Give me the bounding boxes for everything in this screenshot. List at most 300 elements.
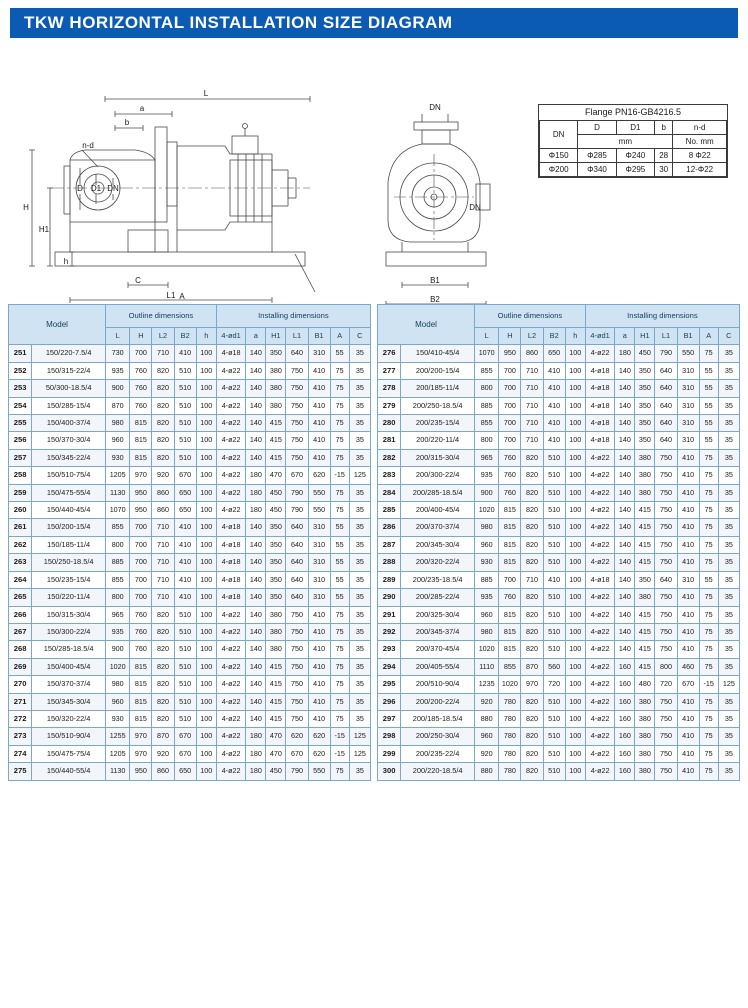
dimension-cell: 820 — [152, 362, 174, 379]
dimension-cell: 35 — [349, 641, 370, 658]
dimension-cell: 815 — [130, 676, 152, 693]
dimension-cell: 920 — [475, 693, 499, 710]
model-name: 150/345-22/4 — [32, 449, 106, 466]
dimension-cell: 310 — [308, 589, 330, 606]
dimension-cell: 35 — [349, 519, 370, 536]
dimension-cell: 35 — [718, 658, 739, 675]
dimension-cell: 410 — [677, 484, 699, 501]
dimension-cell: 410 — [677, 710, 699, 727]
table-row — [9, 623, 371, 640]
th-installing: Installing dimensions — [585, 305, 739, 328]
dimension-cell: 100 — [196, 467, 216, 484]
dimension-cell: 750 — [286, 676, 308, 693]
dimension-cell: 160 — [615, 658, 635, 675]
dimension-cell: 820 — [521, 484, 543, 501]
dimension-cell: 410 — [677, 693, 699, 710]
dimension-cell: 750 — [286, 693, 308, 710]
dimension-cell: 815 — [499, 554, 521, 571]
dimension-cell: 350 — [635, 380, 655, 397]
dimension-cell: 1255 — [106, 728, 130, 745]
dimension-cell: 970 — [130, 467, 152, 484]
dimension-cell: 4-ø22 — [216, 362, 246, 379]
dimension-tables — [8, 304, 740, 781]
dimension-cell: 670 — [286, 467, 308, 484]
dimension-cell: 855 — [475, 362, 499, 379]
model-name: 200/185-18.5/4 — [401, 710, 475, 727]
dimension-cell: 750 — [286, 606, 308, 623]
table-row — [9, 589, 371, 606]
dimension-cell: 4-ø22 — [585, 554, 615, 571]
dimension-cell: 920 — [152, 745, 174, 762]
dimension-cell: 100 — [565, 641, 585, 658]
dimension-cell: 35 — [718, 710, 739, 727]
dimension-cell: 35 — [718, 432, 739, 449]
svg-text:H1: H1 — [38, 225, 50, 234]
model-name: 150/235-15/4 — [32, 571, 106, 588]
flange-row — [540, 149, 727, 163]
dimension-cell: 710 — [152, 571, 174, 588]
svg-text:b: b — [124, 118, 130, 127]
dimension-cell: 4-ø22 — [585, 467, 615, 484]
dimension-cell: 310 — [677, 397, 699, 414]
dimension-cell: 380 — [266, 641, 286, 658]
dimension-cell: 410 — [677, 589, 699, 606]
flange-cell: Φ200 — [540, 163, 578, 177]
dimension-cell: 410 — [308, 380, 330, 397]
dimension-cell: 510 — [543, 693, 565, 710]
dimension-cell: 760 — [130, 641, 152, 658]
dimension-cell: 35 — [349, 623, 370, 640]
table-row — [9, 641, 371, 658]
model-name: 150/285-18.5/4 — [32, 641, 106, 658]
dimension-cell: 4-ø22 — [585, 641, 615, 658]
dimension-cell: 820 — [152, 449, 174, 466]
table-row — [9, 380, 371, 397]
dimension-cell: 960 — [475, 728, 499, 745]
dimension-cell: 100 — [565, 623, 585, 640]
dimension-cell: 4-ø22 — [585, 728, 615, 745]
dimension-cell: 815 — [130, 658, 152, 675]
dimension-cell: 820 — [152, 693, 174, 710]
dimension-cell: 820 — [521, 728, 543, 745]
dimension-cell: 180 — [246, 763, 266, 780]
row-index: 266 — [9, 606, 32, 623]
dimension-cell: 4-ø22 — [216, 432, 246, 449]
dimension-cell: 510 — [543, 763, 565, 780]
dimension-cell: 790 — [286, 484, 308, 501]
dimension-cell: 140 — [615, 554, 635, 571]
dimension-cell: 75 — [699, 745, 718, 762]
dimension-cell: 100 — [196, 676, 216, 693]
dimension-cell: 670 — [286, 745, 308, 762]
dimension-cell: 650 — [174, 763, 196, 780]
dimension-cell: 4-ø22 — [216, 763, 246, 780]
dimension-cell: 920 — [475, 745, 499, 762]
dimension-cell: 640 — [655, 432, 677, 449]
dimension-cell: 510 — [543, 728, 565, 745]
dimension-cell: 470 — [266, 728, 286, 745]
dimension-cell: 55 — [699, 415, 718, 432]
model-name: 200/220-11/4 — [401, 432, 475, 449]
dimension-cell: 4-ø22 — [585, 449, 615, 466]
dimension-cell: 410 — [677, 606, 699, 623]
dimension-cell: 75 — [699, 502, 718, 519]
dimension-cell: 815 — [499, 502, 521, 519]
dimension-cell: 410 — [677, 449, 699, 466]
row-index: 297 — [378, 710, 401, 727]
dimension-cell: 710 — [152, 554, 174, 571]
dimension-cell: 35 — [718, 554, 739, 571]
dimension-cell: 800 — [106, 536, 130, 553]
dimension-cell: 125 — [349, 467, 370, 484]
dimension-cell: 140 — [246, 345, 266, 362]
dimension-cell: 750 — [286, 397, 308, 414]
dimension-cell: 750 — [286, 623, 308, 640]
dimension-cell: 820 — [521, 554, 543, 571]
model-name: 150/400-37/4 — [32, 415, 106, 432]
dimension-cell: 960 — [106, 693, 130, 710]
table-row — [378, 728, 740, 745]
dimension-cell: 100 — [196, 589, 216, 606]
row-index: 299 — [378, 745, 401, 762]
dimension-cell: 510 — [543, 449, 565, 466]
dimension-cell: 4-ø18 — [216, 571, 246, 588]
dimension-cell: 970 — [521, 676, 543, 693]
dimension-cell: 140 — [615, 467, 635, 484]
dimension-cell: 380 — [635, 728, 655, 745]
dimension-cell: 75 — [699, 641, 718, 658]
model-name: 200/235-22/4 — [401, 745, 475, 762]
dimension-cell: 410 — [174, 589, 196, 606]
dimension-cell: 415 — [266, 432, 286, 449]
dimension-cell: 140 — [615, 571, 635, 588]
table-body-left — [9, 345, 371, 780]
dimension-cell: 75 — [330, 606, 349, 623]
dimension-cell: 1110 — [475, 658, 499, 675]
row-index: 274 — [9, 745, 32, 762]
dimension-cell: 620 — [308, 745, 330, 762]
dimension-cell: 790 — [655, 345, 677, 362]
dimension-cell: 750 — [286, 432, 308, 449]
dimension-cell: 100 — [196, 641, 216, 658]
row-index: 251 — [9, 345, 32, 362]
dimension-cell: 750 — [655, 728, 677, 745]
svg-text:D1: D1 — [90, 184, 102, 193]
model-name: 200/285-18.5/4 — [401, 484, 475, 501]
dimension-cell: 410 — [677, 745, 699, 762]
dimension-cell: 410 — [677, 623, 699, 640]
dimension-cell: 815 — [499, 623, 521, 640]
dimension-cell: 900 — [106, 380, 130, 397]
table-row — [9, 484, 371, 501]
dimension-cell: 140 — [615, 641, 635, 658]
row-index: 283 — [378, 467, 401, 484]
dimension-cell: 350 — [266, 519, 286, 536]
svg-text:L1: L1 — [166, 291, 176, 300]
dimension-cell: -15 — [699, 676, 718, 693]
dimension-cell: 410 — [677, 763, 699, 780]
flange-cell: Φ340 — [578, 163, 616, 177]
dimension-cell: 4-ø22 — [585, 693, 615, 710]
dimension-cell: 4-ø22 — [216, 676, 246, 693]
dimension-cell: 510 — [543, 745, 565, 762]
dimension-cell: 510 — [174, 710, 196, 727]
dimension-cell: 620 — [308, 467, 330, 484]
dimension-cell: 140 — [615, 606, 635, 623]
dimension-cell: 4-ø18 — [216, 345, 246, 362]
table-row — [378, 362, 740, 379]
dimension-cell: 160 — [615, 745, 635, 762]
dimension-cell: 410 — [308, 658, 330, 675]
flange-col-dn: DN — [540, 121, 578, 149]
dimension-cell: 380 — [635, 745, 655, 762]
dimension-cell: 100 — [565, 502, 585, 519]
dimension-table-right — [377, 304, 740, 781]
row-index: 275 — [9, 763, 32, 780]
model-name: 150/285-15/4 — [32, 397, 106, 414]
model-name: 200/370-45/4 — [401, 641, 475, 658]
dimension-cell: 35 — [718, 502, 739, 519]
svg-text:a: a — [139, 104, 145, 113]
svg-text:L: L — [203, 89, 209, 98]
dimension-cell: 640 — [286, 589, 308, 606]
dimension-cell: 410 — [308, 362, 330, 379]
dimension-cell: 55 — [699, 380, 718, 397]
dimension-cell: 140 — [246, 449, 266, 466]
dimension-cell: 880 — [475, 710, 499, 727]
th-col-H1: H1 — [266, 328, 286, 345]
dimension-cell: 820 — [521, 641, 543, 658]
dimension-cell: 415 — [635, 606, 655, 623]
table-row — [378, 641, 740, 658]
dimension-cell: 100 — [196, 432, 216, 449]
dimension-cell: 140 — [246, 710, 266, 727]
dimension-cell: 410 — [308, 397, 330, 414]
dimension-cell: 1205 — [106, 467, 130, 484]
dimension-cell: 75 — [330, 676, 349, 693]
svg-text:C: C — [135, 276, 141, 285]
dimension-cell: 160 — [615, 763, 635, 780]
dimension-cell: 700 — [130, 519, 152, 536]
dimension-cell: 180 — [246, 484, 266, 501]
dimension-cell: 510 — [174, 606, 196, 623]
dimension-cell: 415 — [635, 658, 655, 675]
dimension-cell: 100 — [196, 362, 216, 379]
dimension-cell: 100 — [196, 745, 216, 762]
table-row — [9, 397, 371, 414]
dimension-cell: 815 — [130, 432, 152, 449]
model-name: 150/315-30/4 — [32, 606, 106, 623]
dimension-cell: 815 — [499, 519, 521, 536]
dimension-cell: 710 — [521, 380, 543, 397]
th-col-d1: 4-ød1 — [585, 328, 615, 345]
dimension-cell: 100 — [565, 484, 585, 501]
th-col-h: h — [196, 328, 216, 345]
dimension-cell: 415 — [635, 623, 655, 640]
row-index: 277 — [378, 362, 401, 379]
th-col-L2: L2 — [521, 328, 543, 345]
dimension-cell: 100 — [196, 658, 216, 675]
dimension-cell: 640 — [286, 345, 308, 362]
row-index: 289 — [378, 571, 401, 588]
dimension-cell: 380 — [266, 380, 286, 397]
dimension-cell: 4-ø22 — [216, 606, 246, 623]
dimension-cell: 4-ø22 — [585, 606, 615, 623]
dimension-cell: 750 — [655, 710, 677, 727]
dimension-cell: 650 — [174, 502, 196, 519]
dimension-cell: 140 — [246, 693, 266, 710]
dimension-cell: 100 — [196, 763, 216, 780]
dimension-cell: 470 — [266, 467, 286, 484]
row-index: 291 — [378, 606, 401, 623]
dimension-cell: 510 — [174, 362, 196, 379]
table-body-right — [378, 345, 740, 780]
dimension-cell: 410 — [308, 415, 330, 432]
dimension-cell: 450 — [266, 502, 286, 519]
dimension-cell: 140 — [246, 676, 266, 693]
dimension-cell: 100 — [565, 606, 585, 623]
dimension-cell: 100 — [565, 745, 585, 762]
dimension-cell: 410 — [543, 432, 565, 449]
dimension-cell: 700 — [499, 397, 521, 414]
dimension-cell: 760 — [130, 380, 152, 397]
dimension-cell: 4-ø22 — [216, 710, 246, 727]
dimension-cell: 75 — [699, 589, 718, 606]
dimension-cell: 880 — [475, 763, 499, 780]
model-name: 200/370-37/4 — [401, 519, 475, 536]
dimension-cell: 510 — [174, 693, 196, 710]
dimension-cell: 510 — [543, 467, 565, 484]
dimension-cell: 410 — [174, 554, 196, 571]
dimension-cell: 815 — [130, 415, 152, 432]
dimension-cell: 640 — [286, 554, 308, 571]
dimension-cell: 75 — [699, 710, 718, 727]
dimension-cell: 100 — [196, 571, 216, 588]
flange-col-d1: D1 — [616, 121, 654, 135]
dimension-cell: 710 — [521, 432, 543, 449]
dimension-cell: 415 — [266, 658, 286, 675]
table-row — [378, 623, 740, 640]
row-index: 268 — [9, 641, 32, 658]
dimension-cell: 4-ø22 — [585, 763, 615, 780]
dimension-cell: 410 — [543, 397, 565, 414]
dimension-cell: 75 — [699, 345, 718, 362]
dimension-cell: 950 — [499, 345, 521, 362]
dimension-cell: 100 — [196, 345, 216, 362]
dimension-cell: 820 — [521, 589, 543, 606]
dimension-cell: 140 — [615, 484, 635, 501]
dimension-cell: 140 — [246, 554, 266, 571]
dimension-cell: 820 — [521, 763, 543, 780]
dimension-cell: 4-ø18 — [585, 397, 615, 414]
dimension-cell: 935 — [475, 589, 499, 606]
model-name: 200/345-30/4 — [401, 536, 475, 553]
dimension-cell: 820 — [152, 658, 174, 675]
dimension-cell: 410 — [174, 519, 196, 536]
dimension-cell: 75 — [699, 484, 718, 501]
dimension-cell: 140 — [246, 571, 266, 588]
dimension-cell: 650 — [174, 484, 196, 501]
dimension-cell: 140 — [246, 432, 266, 449]
dimension-cell: 820 — [152, 710, 174, 727]
dimension-cell: 310 — [308, 345, 330, 362]
table-row — [9, 536, 371, 553]
dimension-cell: 310 — [677, 432, 699, 449]
row-index: 261 — [9, 519, 32, 536]
dimension-cell: 820 — [521, 467, 543, 484]
dimension-cell: 855 — [475, 415, 499, 432]
dimension-cell: 410 — [308, 641, 330, 658]
table-row — [378, 710, 740, 727]
dimension-cell: 140 — [615, 589, 635, 606]
dimension-cell: 820 — [152, 415, 174, 432]
dimension-cell: 750 — [655, 519, 677, 536]
dimension-cell: 140 — [246, 362, 266, 379]
dimension-cell: 900 — [475, 484, 499, 501]
dimension-cell: 510 — [543, 589, 565, 606]
dimension-cell: 310 — [677, 571, 699, 588]
dimension-cell: 650 — [543, 345, 565, 362]
dimension-cell: 125 — [349, 745, 370, 762]
dimension-cell: 75 — [699, 467, 718, 484]
row-index: 259 — [9, 484, 32, 501]
dimension-cell: 350 — [635, 571, 655, 588]
dimension-cell: 750 — [655, 467, 677, 484]
row-index: 265 — [9, 589, 32, 606]
dimension-cell: 4-ø22 — [216, 745, 246, 762]
dimension-cell: 790 — [286, 502, 308, 519]
dimension-cell: 140 — [246, 415, 266, 432]
th-col-L1: L1 — [655, 328, 677, 345]
dimension-cell: 415 — [635, 641, 655, 658]
row-index: 262 — [9, 536, 32, 553]
model-name: 200/325-30/4 — [401, 606, 475, 623]
svg-text:n-d: n-d — [82, 141, 94, 150]
row-index: 273 — [9, 728, 32, 745]
dimension-cell: 760 — [130, 362, 152, 379]
dimension-cell: 780 — [499, 763, 521, 780]
dimension-cell: 820 — [152, 432, 174, 449]
dimension-cell: 750 — [286, 449, 308, 466]
dimension-cell: 380 — [266, 623, 286, 640]
dimension-cell: 820 — [521, 606, 543, 623]
dimension-cell: 160 — [615, 710, 635, 727]
dimension-cell: 870 — [152, 728, 174, 745]
dimension-cell: 75 — [699, 536, 718, 553]
row-index: 285 — [378, 502, 401, 519]
dimension-cell: 450 — [635, 345, 655, 362]
dimension-cell: 510 — [543, 554, 565, 571]
dimension-cell: 100 — [565, 571, 585, 588]
dimension-cell: 35 — [349, 432, 370, 449]
flange-cell: Φ285 — [578, 149, 616, 163]
row-index: 288 — [378, 554, 401, 571]
dimension-cell: 140 — [246, 589, 266, 606]
th-model: Model — [378, 305, 475, 345]
dimension-cell: 510 — [174, 449, 196, 466]
dimension-cell: 820 — [152, 623, 174, 640]
dimension-cell: 510 — [174, 658, 196, 675]
flange-table-title: Flange PN16-GB4216.5 — [540, 105, 727, 121]
dimension-cell: 140 — [246, 623, 266, 640]
svg-text:A: A — [179, 292, 185, 301]
dimension-cell: 820 — [521, 502, 543, 519]
flange-col-nd: n-d — [673, 121, 727, 135]
dimension-cell: 140 — [615, 380, 635, 397]
svg-text:B2: B2 — [430, 295, 440, 304]
dimension-cell: 415 — [635, 536, 655, 553]
model-name: 150/185-11/4 — [32, 536, 106, 553]
